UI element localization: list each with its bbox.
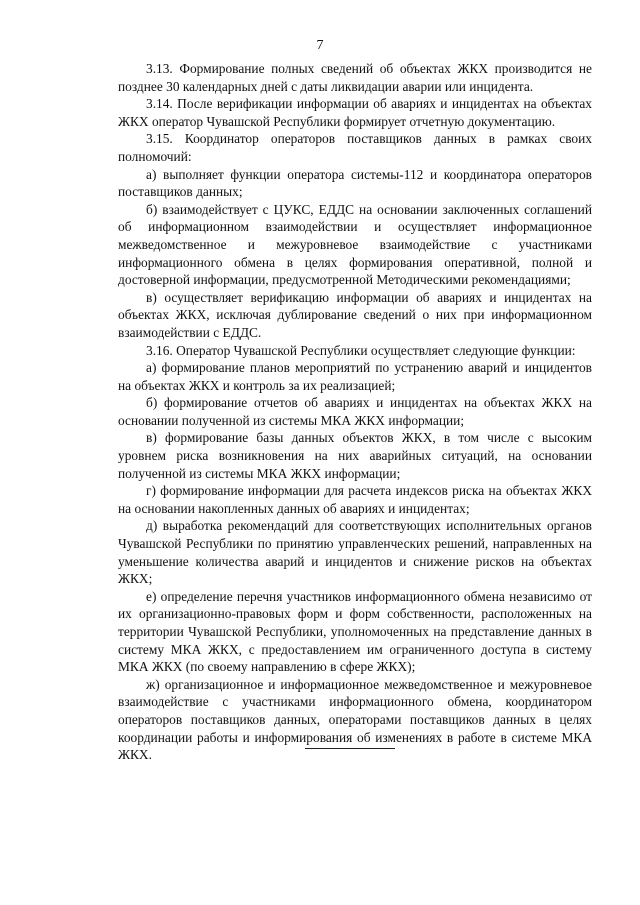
- paragraph-3-16-e: е) определение перечня участников информационного обмена независимо от их организационно-правовых форм и форм собственности, расположенных на территории Чувашской Республики, уполномоченных на представление данных в систему МКА ЖКХ, с предоставлением им ограниченного доступа в систему МКА ЖКХ (по своему направлению в сфере ЖКХ);: [118, 588, 592, 675]
- paragraph-3-16-v: в) формирование базы данных объектов ЖКХ, в том числе с высоким уровнем риска возникновения на них аварийных ситуаций, на основании полученной из системы МКА ЖКХ информации;: [118, 430, 592, 481]
- paragraph-3-16: 3.16. Оператор Чувашской Республики осуществляет следующие функции:: [146, 342, 576, 358]
- paragraph-3-16-zh: ж) организационное и информационное межведомственное и межуровневое взаимодействие с участниками информационного обмена, координатором операторов поставщиков данных, операторами поставщиков данных в целях координации работы и информирования об изменениях в работе в системе МКА ЖКХ.: [118, 676, 592, 763]
- page-number: 7: [316, 38, 324, 53]
- paragraph-3-16-b: б) формирование отчетов об авариях и инцидентах на объектах ЖКХ на основании полученной из системы МКА ЖКХ информации;: [118, 395, 592, 428]
- paragraph-3-15-v: в) осуществляет верификацию информации об авариях и инцидентах на объектах ЖКХ, исключая дублирование сведений о них при информационном взаимодействии с ЕДДС.: [118, 289, 592, 340]
- paragraph-3-16-d: д) выработка рекомендаций для соответствующих исполнительных органов Чувашской Республики по принятию управленческих решений, направленных на уменьшение количества аварий и инцидентов и снижение рисков на объектах ЖКХ;: [118, 518, 592, 587]
- paragraph-3-16-a: а) формирование планов мероприятий по устранению аварий и инцидентов на объектах ЖКХ и контроль за их реализацией;: [118, 360, 592, 393]
- paragraph-3-15: 3.15. Координатор операторов поставщиков данных в рамках своих полномочий:: [118, 131, 592, 164]
- paragraph-3-14: 3.14. После верификации информации об авариях и инцидентах на объектах ЖКХ оператор Чувашской Республики формирует отчетную документацию.: [118, 96, 592, 129]
- paragraph-3-13: 3.13. Формирование полных сведений об объектах ЖКХ производится не позднее 30 календарных дней с даты ликвидации аварии или инцидента.: [118, 61, 592, 94]
- paragraph-3-16-g: г) формирование информации для расчета индексов риска на объектах ЖКХ на основании накопленных данных об авариях и инцидентах;: [118, 483, 592, 516]
- paragraph-3-15-a: а) выполняет функции оператора системы-112 и координатора операторов поставщиков данных;: [118, 166, 592, 200]
- end-of-document-line: [305, 748, 395, 749]
- paragraph-3-15-b: б) взаимодействует с ЦУКС, ЕДДС на основании заключенных соглашений об информационном взаимодействии и осуществляет информационное межведомственное и межуровневое взаимодействие с участниками информационного обмена в целях формирования оперативной, полной и достоверной информации, предусмотренной Методическими рекомендациями;: [118, 201, 592, 288]
- document-body: [118, 60, 592, 764]
